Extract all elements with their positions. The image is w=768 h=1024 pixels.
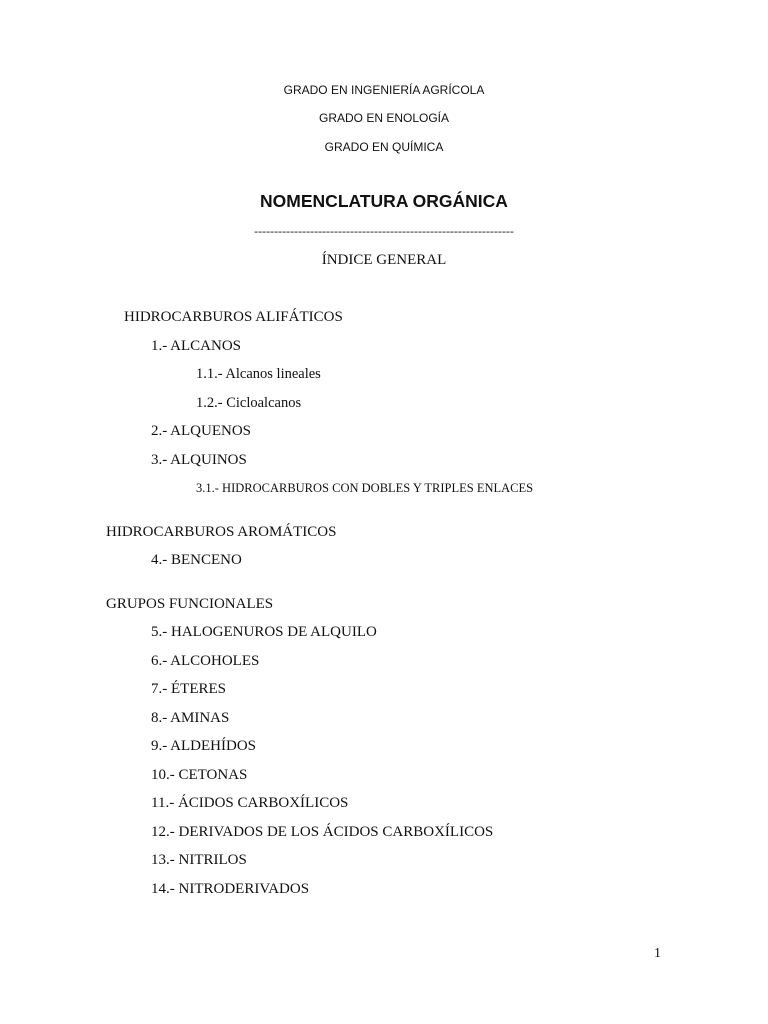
- toc-item-aldehydes: 9.- ALDEHÍDOS: [151, 738, 256, 754]
- toc-item-alcohols: 6.- ALCOHOLES: [151, 653, 260, 669]
- toc-subitem-cycloalkanes: 1.2.- Cicloalcanos: [196, 395, 302, 411]
- toc-item-alkenes: 2.- ALQUENOS: [151, 423, 251, 439]
- degree-line-1: GRADO EN INGENIERÍA AGRÍCOLA: [283, 83, 485, 97]
- toc-item-ketones: 10.- CETONAS: [151, 767, 248, 783]
- toc-item-carboxylic-acid-derivatives: 12.- DERIVADOS DE LOS ÁCIDOS CARBOXÍLICOS: [151, 824, 494, 840]
- index-title: ÍNDICE GENERAL: [321, 252, 447, 268]
- degree-line-3: GRADO EN QUÍMICA: [324, 140, 444, 154]
- document-title: NOMENCLATURA ORGÁNICA: [260, 191, 508, 211]
- section-title-aliphatic: HIDROCARBUROS ALIFÁTICOS: [124, 309, 343, 325]
- toc-item-nitriles: 13.- NITRILOS: [151, 852, 247, 868]
- toc-item-benzene: 4.- BENCENO: [151, 552, 242, 568]
- page-number: 1: [654, 946, 661, 961]
- toc-subitem-double-triple-bonds: 3.1.- HIDROCARBUROS CON DOBLES Y TRIPLES ENLACES: [196, 481, 534, 495]
- toc-item-alkanes: 1.- ALCANOS: [151, 338, 242, 354]
- toc-item-carboxylic-acids: 11.- ÁCIDOS CARBOXÍLICOS: [151, 795, 349, 811]
- toc-item-ethers: 7.- ÉTERES: [151, 681, 226, 697]
- title-separator: -----------------------------------------------------------------: [254, 224, 514, 238]
- toc-item-amines: 8.- AMINAS: [151, 710, 230, 726]
- toc-subitem-linear-alkanes: 1.1.- Alcanos lineales: [196, 366, 321, 382]
- section-title-functional-groups: GRUPOS FUNCIONALES: [106, 596, 274, 612]
- section-title-aromatic: HIDROCARBUROS AROMÁTICOS: [106, 524, 337, 540]
- toc-item-nitro-compounds: 14.- NITRODERIVADOS: [151, 881, 310, 897]
- toc-item-alkyl-halides: 5.- HALOGENUROS DE ALQUILO: [151, 624, 377, 640]
- degree-line-2: GRADO EN ENOLOGÍA: [318, 111, 450, 125]
- toc-item-alkynes: 3.- ALQUINOS: [151, 452, 247, 468]
